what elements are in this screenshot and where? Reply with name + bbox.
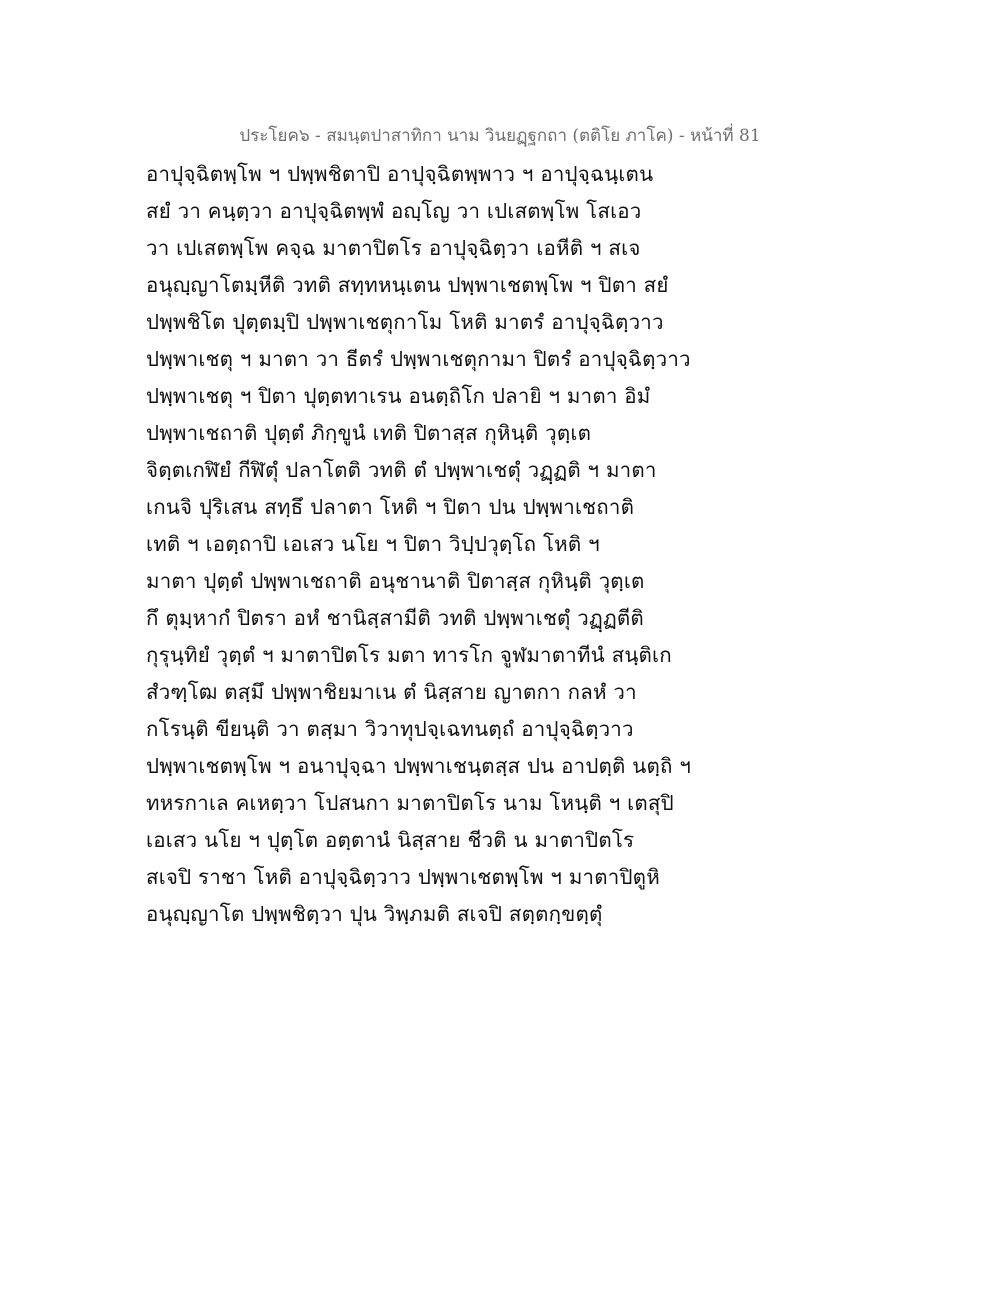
text-line: ปพฺพาเชตุ ฯ มาตา วา ธีตรํ ปพฺพาเชตุกามา ปิตรํ อาปุจฺฉิตฺวาว <box>146 347 691 371</box>
text-line: ทหรกาเล คเหตฺวา โปสนกา มาตาปิตโร นาม โหนฺติ ฯ เตสุปิ <box>146 791 674 815</box>
text-line: ปพฺพาเชตพฺโพ ฯ อนาปุจฺฉา ปพฺพาเชนฺตสฺส ปน อาปตฺติ นตฺถิ ฯ <box>146 754 692 778</box>
text-line: ปพฺพาเชตุ ฯ ปิตา ปุตฺตทาเรน อนตฺถิโก ปลายิ ฯ มาตา อิมํ <box>146 384 651 408</box>
text-line: ปพฺพาเชถาติ ปุตฺตํ ภิกฺขูนํ เทติ ปิตาสฺส กุหินฺติ วุตฺเต <box>146 421 592 445</box>
text-line: สํวฑฺโฒ ตสฺมึ ปพฺพาชิยมาเน ตํ นิสฺสาย ญาตกา กลหํ วา <box>146 680 637 704</box>
running-head: ประโยค๖ - สมนฺตปาสาทิกา นาม วินยฏฺฐกถา (ตติโย ภาโค) - หน้าที่ 81 <box>239 126 761 146</box>
text-line: เทติ ฯ เอตฺถาปิ เอเสว นโย ฯ ปิตา วิปฺปวุตฺโถ โหติ ฯ <box>146 532 600 556</box>
text-line: กึ ตุมฺหากํ ปิตรา อหํ ชานิสฺสามีติ วทติ ปพฺพาเชตุํ วฏฺฏตีติ <box>146 606 644 630</box>
text-line: อนุญฺญาโต ปพฺพชิตฺวา ปุน วิพฺภมติ สเจปิ สตฺตกฺขตฺตุํ <box>146 902 603 926</box>
text-line: สยํ วา คนฺตฺวา อาปุจฺฉิตพฺพํ อญฺโญ วา เปเสตพฺโพ โสเอว <box>146 199 642 223</box>
text-line: กโรนฺติ ขียนฺติ วา ตสฺมา วิวาทุปจฺเฉทนตฺถํ อาปุจฺฉิตฺวาว <box>146 717 634 741</box>
text-line: มาตา ปุตฺตํ ปพฺพาเชถาติ อนุชานาติ ปิตาสฺส กุหินฺติ วุตฺเต <box>146 569 645 593</box>
text-line: ปพฺพชิโต ปุตฺตมฺปิ ปพฺพาเชตุกาโม โหติ มาตรํ อาปุจฺฉิตฺวาว <box>146 310 664 334</box>
text-line: อนุญฺญาโตมฺหีติ วทติ สทฺทหนฺเตน ปพฺพาเชตพฺโพ ฯ ปิตา สยํ <box>146 273 669 297</box>
text-line: สเจปิ ราชา โหติ อาปุจฺฉิตฺวาว ปพฺพาเชตพฺโพ ฯ มาตาปิตูหิ <box>146 865 660 889</box>
text-line: เอเสว นโย ฯ ปุตฺโต อตฺตานํ นิสฺสาย ชีวติ น มาตาปิตโร <box>146 828 635 852</box>
text-line: อาปุจฺฉิตพฺโพ ฯ ปพฺพชิตาปิ อาปุจฺฉิตพฺพาว ฯ อาปุจฺฉนฺเตน <box>146 162 654 186</box>
text-line: จิตฺตเกฬิยํ กีฬิตุํ ปลาโตติ วทติ ตํ ปพฺพาเชตุํ วฏฺฏติ ฯ มาตา <box>146 458 657 482</box>
text-line: เกนจิ ปุริเสน สทฺธึ ปลาตา โหติ ฯ ปิตา ปน ปพฺพาเชถาติ <box>146 495 635 519</box>
body-text <box>146 156 692 933</box>
text-line: กุรุนฺทิยํ วุตฺตํ ฯ มาตาปิตโร มตา ทารโก จูฬมาตาทีนํ สนฺติเก <box>146 643 672 667</box>
text-line: วา เปเสตพฺโพ คจฺฉ มาตาปิตโร อาปุจฺฉิตฺวา เอหีติ ฯ สเจ <box>146 236 641 260</box>
